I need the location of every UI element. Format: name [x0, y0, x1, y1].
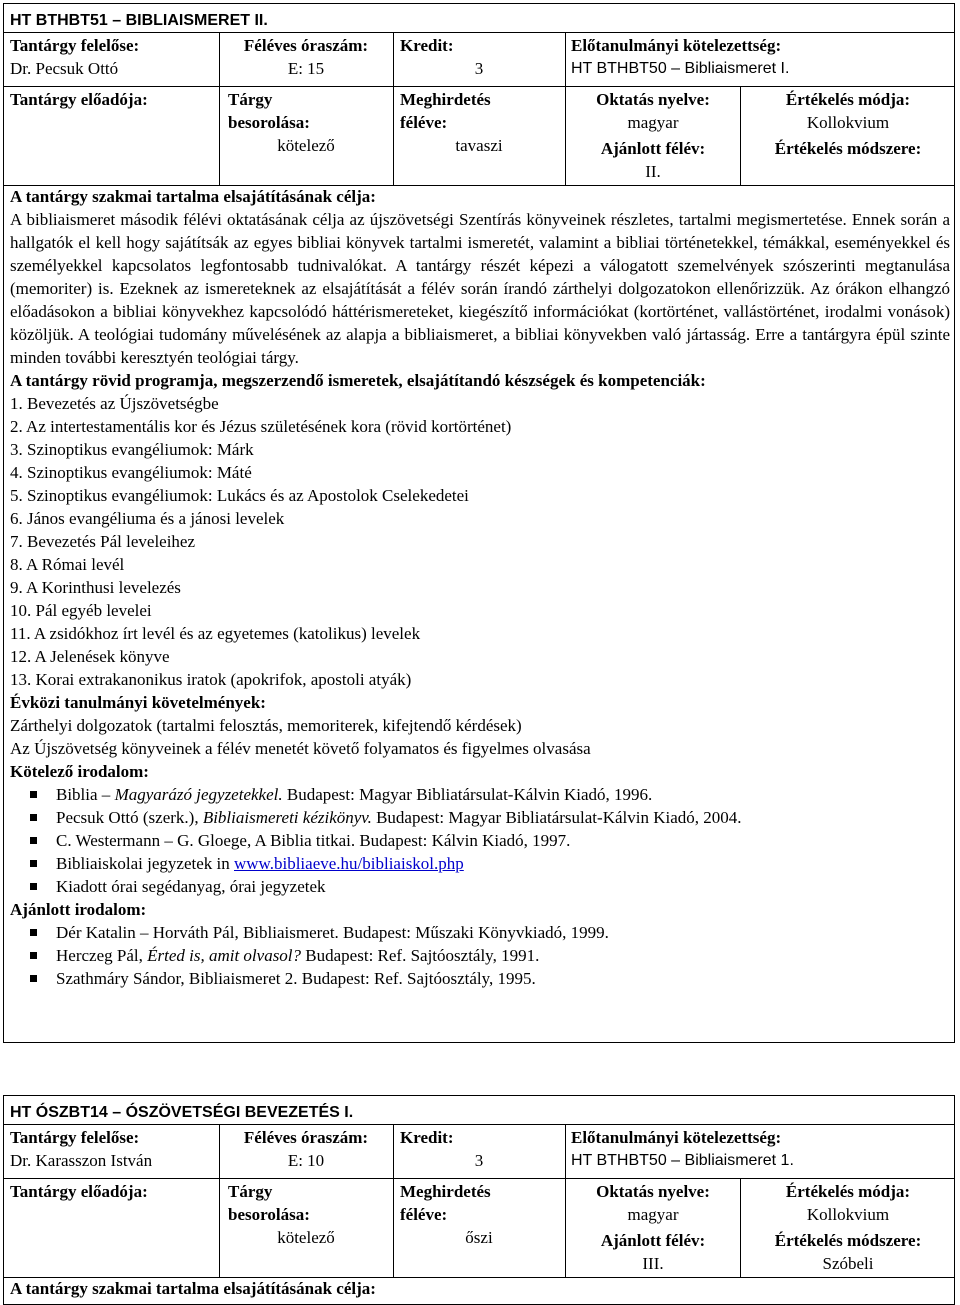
recommended-semester-value: II. [645, 162, 661, 181]
eval-mode-value: Kollokvium [806, 113, 890, 132]
list-item: Bibliaiskolai jegyzetek in www.bibliaeve.hu/bibliaiskol.php [30, 852, 950, 875]
recommended-literature-list [10, 921, 950, 990]
list-item: Herczeg Pál, Érted is, amit olvasol? Budapest: Ref. Sajtóosztály, 1991. [30, 944, 950, 967]
course-title: HT BTHBT51 – BIBLIAISMERET II. [10, 12, 268, 29]
eval-mode-label: Értékelés módja: [785, 1182, 911, 1201]
goal-text: A bibliaismeret második félévi oktatásának célja az újszövetségi Szentírás könyveinek részletes, tartalmi megismertetése. Ennek során a hallgatók el kell hogy sajátítsák az egyes bibliai könyvek tartalmi ismeretét, valamint a bibliai történetekkel, témákkal, eseményekkel és személyekkel kapcsolatos legfontosabb tudnivalókat. A tantárgy részét képezi a válogatott szemelvények szószerinti megtanulása (memoriter) is. Ezeknek az ismereteknek az elsajátítását a félév során írandó zárthelyi dolgozatokon ellenőrizzük. Az órákon elhangzó előadásokon a bibliai könyvekhez kapcsolódó háttérismereteket, kiegészítő információkat (kortörténet, vallástörténet, irodalmi vonások) közöljük. A teológiai tudomány művelésének az alapja a bibliaismeret, a bibliai könyvekben való jártasság. Erre a tantárgyra épül szinte minden további keresztyén teológiai tárgy. [10, 210, 950, 367]
list-item: 11. A zsidókhoz írt levél és az egyetemes (katolikus) levelek [10, 624, 421, 643]
prereq-value: HT BTHBT50 – Bibliaismeret I. [571, 60, 790, 77]
responsible-label: Tantárgy felelőse: [10, 36, 140, 55]
classification-value: kötelező [277, 1228, 335, 1247]
recommended-semester-label: Ajánlott félév: [600, 139, 706, 158]
program-heading: A tantárgy rövid programja, megszerzendő ismeretek, elsajátítandó készségek és kompetenciák: [10, 371, 706, 390]
hours-value: E: 15 [287, 59, 325, 78]
list-item: 8. A Római levél [10, 555, 125, 574]
goal-heading: A tantárgy szakmai tartalma elsajátításának célja: [10, 187, 376, 206]
language-label: Oktatás nyelve: [596, 90, 710, 109]
list-item: 2. Az intertestamentális kor és Jézus születésének kora (rövid kortörténet) [10, 417, 512, 436]
responsible-label: Tantárgy felelőse: [10, 1128, 140, 1147]
requirement-item: Az Újszövetség könyveinek a félév menetét követő folyamatos és figyelmes olvasása [10, 739, 591, 758]
lecturer-label: Tantárgy előadója: [10, 90, 148, 109]
eval-method-label: Értékelés módszere: [774, 139, 922, 158]
list-item: Kiadott órai segédanyag, órai jegyzetek [30, 875, 950, 898]
classification-label: Tárgy besorolása: [228, 1182, 310, 1224]
prereq-label: Előtanulmányi kötelezettség: [571, 1128, 782, 1147]
recommended-semester-label: Ajánlott félév: [600, 1231, 706, 1250]
responsible-value: Dr. Karasszon István [10, 1151, 153, 1170]
list-item: 12. A Jelenések könyve [10, 647, 170, 666]
list-item: Biblia – Magyarázó jegyzetekkel. Budapest: Magyar Bibliatársulat-Kálvin Kiadó, 1996. [30, 783, 950, 806]
classification-value: kötelező [277, 136, 335, 155]
list-item: 9. A Korinthusi levelezés [10, 578, 181, 597]
course-sheet-1 [3, 3, 955, 1043]
list-item: Szathmáry Sándor, Bibliaismeret 2. Budapest: Ref. Sajtóosztály, 1995. [30, 967, 950, 990]
classification-label: Tárgy besorolása: [228, 90, 310, 132]
program-list [10, 392, 950, 691]
hours-label: Féléves óraszám: [243, 1128, 369, 1147]
list-item: 13. Korai extrakanonikus iratok (apokrifok, apostoli atyák) [10, 670, 412, 689]
requirements-heading: Évközi tanulmányi követelmények: [10, 693, 266, 712]
goal-heading: A tantárgy szakmai tartalma elsajátításának célja: [10, 1279, 376, 1298]
bibliaeve-link[interactable]: www.bibliaeve.hu/bibliaiskol.php [234, 854, 464, 873]
language-value: magyar [627, 113, 679, 132]
list-item: 10. Pál egyéb levelei [10, 601, 152, 620]
course-sheet-2 [3, 1095, 955, 1305]
announced-label: Meghirdetés féléve: [400, 1182, 491, 1224]
recommended-semester-value: III. [642, 1254, 664, 1273]
prereq-label: Előtanulmányi kötelezettség: [571, 36, 782, 55]
announced-label: Meghirdetés féléve: [400, 90, 491, 132]
credit-value: 3 [474, 59, 484, 78]
course-title: HT ÓSZBT14 – ÓSZÖVETSÉGI BEVEZETÉS I. [10, 1104, 354, 1121]
announced-value: őszi [465, 1228, 493, 1247]
list-item: C. Westermann – G. Gloege, A Biblia titkai. Budapest: Kálvin Kiadó, 1997. [30, 829, 950, 852]
list-item: Pecsuk Ottó (szerk.), Bibliaismereti kézikönyv. Budapest: Magyar Bibliatársulat-Kálvin Kiadó, 2004. [30, 806, 950, 829]
mandatory-literature-list [10, 783, 950, 898]
credit-value: 3 [474, 1151, 484, 1170]
list-item: Dér Katalin – Horváth Pál, Bibliaismeret. Budapest: Műszaki Könyvkiadó, 1999. [30, 921, 950, 944]
list-item: 4. Szinoptikus evangéliumok: Máté [10, 463, 252, 482]
announced-value: tavaszi [455, 136, 503, 155]
hours-value: E: 10 [287, 1151, 325, 1170]
prereq-value: HT BTHBT50 – Bibliaismeret 1. [571, 1152, 794, 1169]
eval-mode-value: Kollokvium [806, 1205, 890, 1224]
language-value: magyar [627, 1205, 679, 1224]
requirement-item: Zárthelyi dolgozatok (tartalmi felosztás, memoriterek, kifejtendő kérdések) [10, 716, 522, 735]
eval-method-label: Értékelés módszere: [774, 1231, 922, 1250]
credit-label: Kredit: [400, 36, 454, 55]
credit-label: Kredit: [400, 1128, 454, 1147]
list-item: 6. János evangéliuma és a jánosi levelek [10, 509, 285, 528]
list-item: 7. Bevezetés Pál leveleihez [10, 532, 196, 551]
list-item: 3. Szinoptikus evangéliumok: Márk [10, 440, 254, 459]
lecturer-label: Tantárgy előadója: [10, 1182, 148, 1201]
list-item: 5. Szinoptikus evangéliumok: Lukács és az Apostolok Cselekedetei [10, 486, 469, 505]
list-item: 1. Bevezetés az Újszövetségbe [10, 394, 219, 413]
responsible-value: Dr. Pecsuk Ottó [10, 59, 119, 78]
eval-mode-label: Értékelés módja: [785, 90, 911, 109]
hours-label: Féléves óraszám: [243, 36, 369, 55]
language-label: Oktatás nyelve: [596, 1182, 710, 1201]
mandatory-literature-heading: Kötelező irodalom: [10, 762, 149, 781]
recommended-literature-heading: Ajánlott irodalom: [10, 900, 147, 919]
eval-method-value: Szóbeli [822, 1254, 874, 1273]
